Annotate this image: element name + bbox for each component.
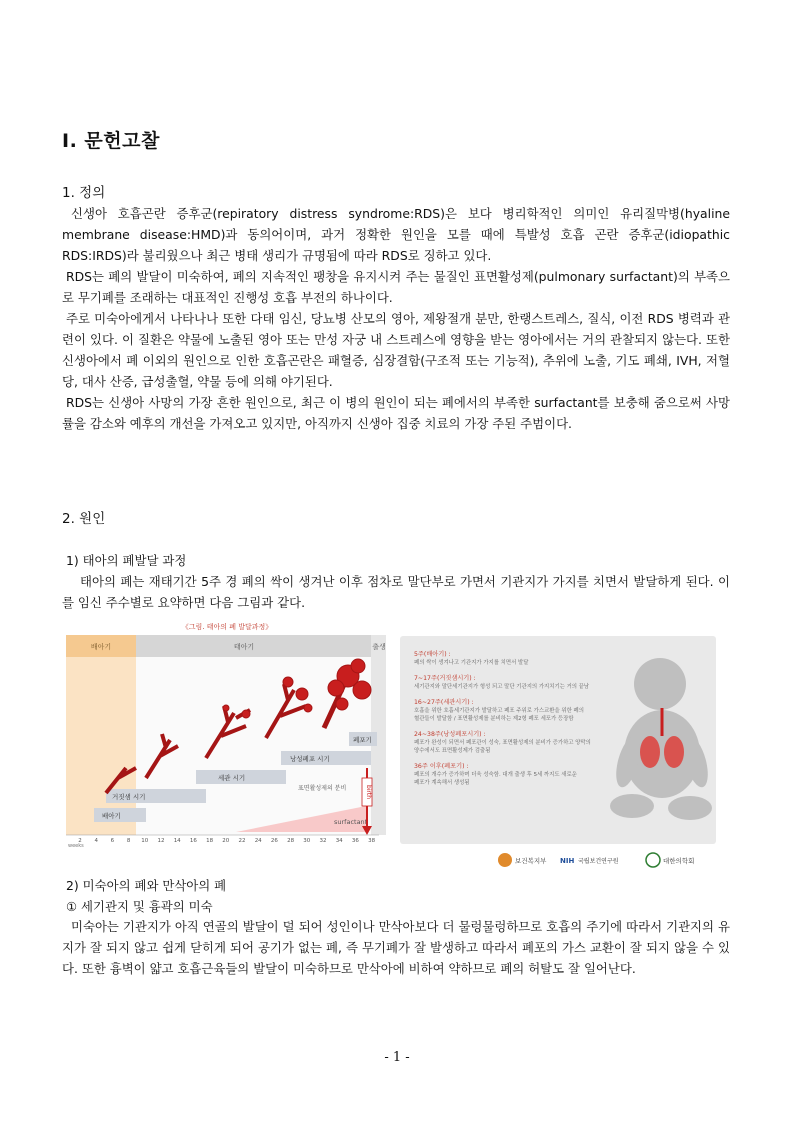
embryo-band-label: 배아기 bbox=[90, 643, 112, 651]
surfactant-secretion-label: 표면활성제의 분비 bbox=[298, 785, 347, 792]
baby-head bbox=[634, 658, 686, 710]
week-tick-label: 2 bbox=[78, 838, 82, 844]
info-items bbox=[414, 650, 591, 786]
logo-nih: 국립보건연구원 bbox=[578, 858, 619, 865]
week-tick-label: 18 bbox=[206, 838, 214, 844]
week-tick-label: 14 bbox=[173, 838, 181, 844]
week-tick-label: 28 bbox=[287, 838, 295, 844]
week-tick-label: 12 bbox=[157, 838, 165, 844]
stage-label-saccular: 낭성폐포 시기 bbox=[290, 755, 330, 763]
sub1-title: 1) 태아의 폐발달 과정 bbox=[66, 553, 187, 568]
lung-development-figure bbox=[66, 618, 388, 848]
week-tick-label: 16 bbox=[189, 838, 197, 844]
week-tick-label: 34 bbox=[335, 838, 343, 844]
baby-silhouette bbox=[610, 658, 712, 820]
info-item-title: 7~17주(거짓샘시기) : bbox=[414, 675, 476, 682]
kams-logo-icon bbox=[646, 853, 660, 867]
sub2-title: 2) 미숙아의 폐와 만삭아의 폐 bbox=[66, 878, 227, 893]
week-tick-label: 4 bbox=[94, 838, 98, 844]
page-number: - 1 - bbox=[384, 1050, 410, 1065]
week-tick-label: 6 bbox=[110, 838, 115, 844]
week-tick-label: 20 bbox=[222, 838, 230, 844]
logo-kams: 대한의학회 bbox=[663, 857, 695, 865]
week-tick-label: 32 bbox=[319, 838, 327, 844]
week-tick-label: 26 bbox=[270, 838, 278, 844]
fetal-band-label: 태아기 bbox=[233, 643, 255, 651]
info-item-title: 16~27주(세관시기) : bbox=[414, 699, 474, 706]
surfactant-label: surfactant bbox=[334, 818, 368, 826]
stage-label-canalicular: 세관 시기 bbox=[218, 774, 246, 782]
logo-ministry: 보건복지부 bbox=[515, 857, 547, 865]
info-item-title: 24~38주(낭성폐포시기) : bbox=[414, 731, 486, 738]
page-heading: Ⅰ. 문헌고찰 bbox=[62, 130, 160, 152]
birth-vertical-label: birth bbox=[365, 784, 372, 800]
week-tick-label: 38 bbox=[368, 838, 376, 844]
info-item-title: 36주 이후(폐포기) : bbox=[414, 763, 469, 770]
section1-title: 1. 정의 bbox=[62, 185, 106, 201]
sub1-text: 태아의 폐는 재태기간 5주 경 폐의 싹이 생겨난 이후 점차로 말단부로 가면서 기관지가 가지를 치면서 발달하게 된다. 이를 임신 주수별로 요약하면 다음 그림과 같다. bbox=[62, 574, 730, 610]
info-item-desc: 폐의 싹이 생겨나고 기관지가 가지를 치면서 발달 bbox=[414, 660, 529, 666]
paragraph-1: 신생아 호흡곤란 증후군(repiratory distress syndrome:RDS)은 보다 병리학적인 의미인 유리질막병(hyaline membrane disease:HMD)과 동의어이며, 과거 정확한 원인을 모를 때에 특발성 호흡 곤란 증후군(idiopathic RDS:IRDS)라 불리웠으나 최근 병태 생리가 규명됨에 따라 RDS로 징하고 있다. bbox=[62, 206, 730, 263]
info-item-desc: 폐포가 완성이 되면서 폐포관이 성숙, 표면활성제의 분비가 증가하고 양막의 양수에서도 표면활성제가 검출됨 bbox=[414, 740, 591, 754]
nih-logo-icon: NIH bbox=[560, 857, 575, 865]
ministry-logo-icon bbox=[498, 853, 512, 867]
week-tick-label: 10 bbox=[141, 838, 149, 844]
week-tick-label: 8 bbox=[126, 838, 131, 844]
info-item-desc: 세기관지와 말단세기관지가 형성 되고 말단 기관지의 가지치기는 거의 끝남 bbox=[414, 684, 590, 690]
info-item-title: 5주(배아기) : bbox=[414, 651, 451, 658]
stage-label-alveolar: 폐포기 bbox=[353, 736, 372, 744]
stage-label-embryo: 배아기 bbox=[102, 812, 121, 820]
weeks-label: weeks bbox=[68, 843, 84, 848]
embryo-band-bg bbox=[66, 635, 136, 835]
info-item-desc: 폐포의 개수가 증가하며 더욱 성숙함. 대개 출생 후 5세 까지도 새로운 폐포가 계속해서 생성됨 bbox=[414, 772, 577, 786]
birth-band-label: 출생 bbox=[372, 643, 386, 651]
week-tick-label: 22 bbox=[238, 838, 246, 844]
lung-development-svg bbox=[66, 618, 388, 848]
info-box-svg bbox=[400, 636, 716, 844]
stage-label-pseudoglandular: 거짓샘 시기 bbox=[112, 793, 146, 801]
section2-title: 2. 원인 bbox=[62, 511, 106, 527]
week-tick-label: 36 bbox=[351, 838, 359, 844]
baby-leg-right bbox=[668, 796, 712, 820]
sub2-text: 미숙아는 기관지가 아직 연골의 발달이 덜 되어 성인이나 만삭아보다 더 물렁물렁하므로 호흡의 주기에 따라서 기관지의 유지가 잘 되지 않고 쉽게 닫히게 되어 공기가 없는 폐, 즉 무기폐가 잘 발생하고 따라서 폐포의 가스 교환이 잘 되지 않을 수 있다. 또한 흉벽이 얇고 호흡근육들의 발달이 미숙하므로 만삭아에 비하여 약하므로 폐의 허탈도 잘 일어난다. bbox=[62, 919, 730, 976]
paragraph-4: RDS는 신생아 사망의 가장 흔한 원인으로, 최근 이 병의 원인이 되는 폐에서의 부족한 surfactant를 보충해 줌으로써 사망률을 감소와 예후의 개선을 가져오고 있지만, 아직까지 신생아 집중 치료의 가장 주된 주범이다. bbox=[62, 395, 730, 431]
figure-caption: 《그림. 태아의 폐 발달과정》 bbox=[181, 623, 273, 631]
baby-leg-left bbox=[610, 794, 654, 818]
lung-stage-info-box bbox=[400, 636, 716, 844]
logo-strip-svg bbox=[400, 844, 716, 876]
section1-body bbox=[62, 203, 730, 434]
paragraph-2: RDS는 폐의 발달이 미숙하여, 폐의 지속적인 팽창을 유지시켜 주는 물질인 표면활성제(pulmonary surfactant)의 부족으로 무기폐를 조래하는 대표적인 진행성 호흡 부전의 하나이다. bbox=[62, 269, 730, 305]
week-tick-label: 24 bbox=[254, 838, 262, 844]
week-tick-label: 30 bbox=[303, 838, 311, 844]
sub2-item: ① 세기관지 및 흉곽의 미숙 bbox=[66, 899, 213, 914]
week-ticks bbox=[78, 838, 375, 844]
logo-strip bbox=[400, 844, 716, 876]
info-item-desc: 호흡을 위한 호흡세기관지가 발달하고 폐포 주위로 가스교환을 위한 폐의 혈관들이 발달함 / 표면활성제를 분비하는 제2형 폐포 세포가 등장함 bbox=[414, 708, 584, 722]
paragraph-3: 주로 미숙아에게서 나타나나 또한 다태 임신, 당뇨병 산모의 영아, 제왕절개 분만, 한랭스트레스, 질식, 이전 RDS 병력과 관련이 있다. 이 질환은 약물에 노출된 영아 또는 만성 자궁 내 스트레스에 영향을 받는 영아에서는 거의 관찰되지 않는다. 또한 신생아에서 폐 이외의 원인으로 인한 호흡곤란은 패혈증, 심장결함(구조적 또는 기능적), 추위에 노출, 기도 폐쇄, IVH, 저혈당, 대사 산증, 급성출혈, 약물 등에 의해 야기된다. bbox=[62, 311, 730, 389]
